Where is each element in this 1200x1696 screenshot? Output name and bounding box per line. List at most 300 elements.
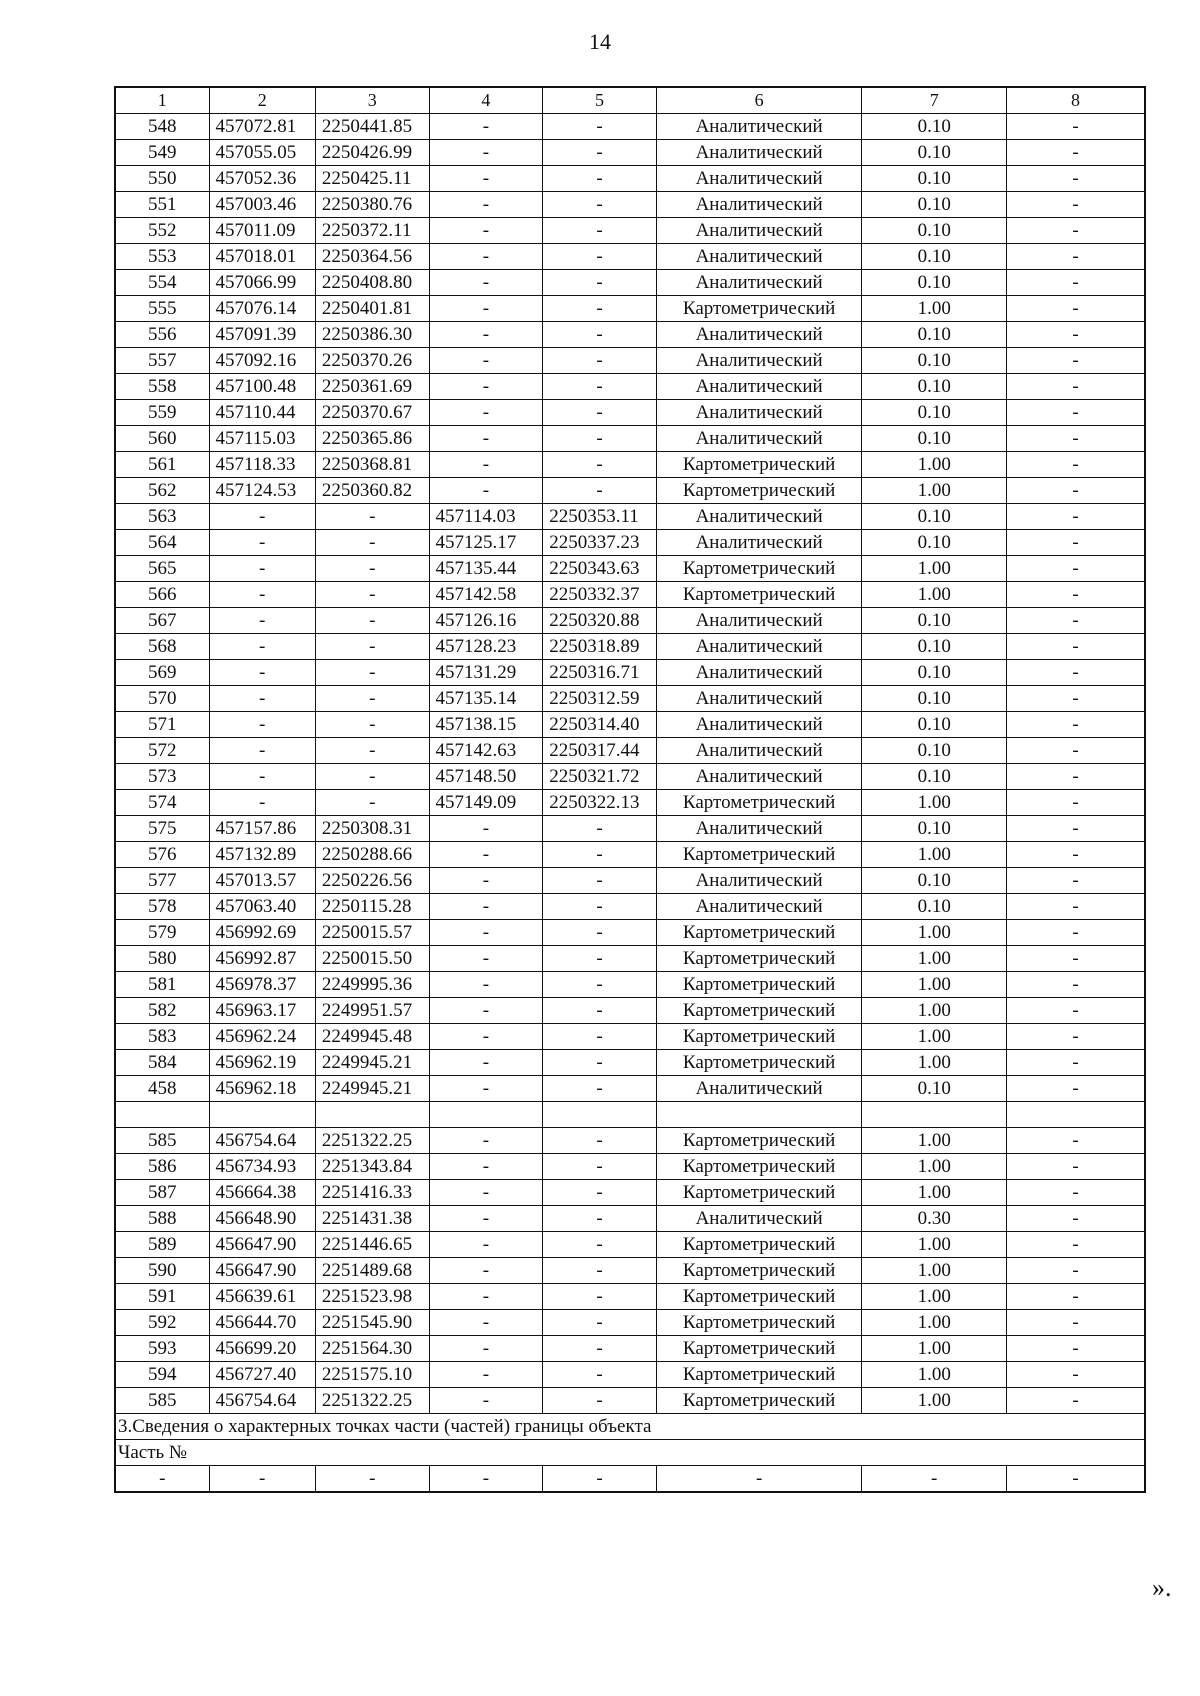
x-new-cell: - bbox=[429, 842, 543, 868]
description-cell: - bbox=[1007, 634, 1145, 660]
table-row bbox=[115, 296, 1145, 322]
description-cell: - bbox=[1007, 1388, 1145, 1414]
x-existing-cell: 456734.93 bbox=[209, 1154, 315, 1180]
precision-cell: 0.10 bbox=[862, 686, 1007, 712]
table-row bbox=[115, 1128, 1145, 1154]
point-number-cell: 559 bbox=[115, 400, 209, 426]
y-new-cell: - bbox=[543, 1024, 657, 1050]
table-row bbox=[115, 738, 1145, 764]
point-number-cell: 558 bbox=[115, 374, 209, 400]
x-new-cell: - bbox=[429, 1050, 543, 1076]
final-row bbox=[115, 1466, 1145, 1493]
column-header-7: 7 bbox=[862, 87, 1007, 114]
precision-cell: 0.10 bbox=[862, 140, 1007, 166]
method-cell: Картометрический bbox=[656, 1024, 862, 1050]
method-cell: Аналитический bbox=[656, 764, 862, 790]
point-number-cell: 565 bbox=[115, 556, 209, 582]
description-cell: - bbox=[1007, 998, 1145, 1024]
table-row bbox=[115, 1310, 1145, 1336]
x-existing-cell: 456639.61 bbox=[209, 1284, 315, 1310]
x-new-cell: - bbox=[429, 998, 543, 1024]
point-number-cell: 567 bbox=[115, 608, 209, 634]
y-existing-cell: 2250425.11 bbox=[315, 166, 429, 192]
table-row bbox=[115, 868, 1145, 894]
y-existing-cell: 2250226.56 bbox=[315, 868, 429, 894]
y-existing-cell: 2249945.48 bbox=[315, 1024, 429, 1050]
method-cell: Аналитический bbox=[656, 712, 862, 738]
page-number: 14 bbox=[589, 29, 611, 54]
precision-cell: 1.00 bbox=[862, 1050, 1007, 1076]
y-existing-cell: 2251322.25 bbox=[315, 1388, 429, 1414]
method-cell: Аналитический bbox=[656, 400, 862, 426]
description-cell: - bbox=[1007, 348, 1145, 374]
method-cell: Картометрический bbox=[656, 790, 862, 816]
point-number-cell: 574 bbox=[115, 790, 209, 816]
x-new-cell: 457142.63 bbox=[429, 738, 543, 764]
description-cell: - bbox=[1007, 660, 1145, 686]
point-number-cell: 593 bbox=[115, 1336, 209, 1362]
description-cell: - bbox=[1007, 1310, 1145, 1336]
y-existing-cell: 2250368.81 bbox=[315, 452, 429, 478]
precision-cell: 0.10 bbox=[862, 400, 1007, 426]
table-header-row bbox=[115, 87, 1145, 114]
table-row bbox=[115, 764, 1145, 790]
table-row bbox=[115, 686, 1145, 712]
point-number-cell: 575 bbox=[115, 816, 209, 842]
description-cell: - bbox=[1007, 738, 1145, 764]
part-label-row bbox=[115, 1440, 1145, 1466]
column-header-5: 5 bbox=[543, 87, 657, 114]
method-cell: Аналитический bbox=[656, 868, 862, 894]
table-row bbox=[115, 1102, 1145, 1128]
table-row bbox=[115, 1258, 1145, 1284]
x-new-cell: - bbox=[429, 816, 543, 842]
point-number-cell: 570 bbox=[115, 686, 209, 712]
y-new-cell: - bbox=[543, 270, 657, 296]
x-existing-cell: 456647.90 bbox=[209, 1232, 315, 1258]
y-existing-cell: - bbox=[315, 660, 429, 686]
table-row bbox=[115, 972, 1145, 998]
x-new-cell: 457126.16 bbox=[429, 608, 543, 634]
y-new-cell: - bbox=[543, 1076, 657, 1102]
description-cell: - bbox=[1007, 1362, 1145, 1388]
table-row bbox=[115, 374, 1145, 400]
final-row-cell: - bbox=[429, 1466, 543, 1493]
method-cell: Аналитический bbox=[656, 140, 862, 166]
description-cell: - bbox=[1007, 790, 1145, 816]
precision-cell: 1.00 bbox=[862, 556, 1007, 582]
description-cell: - bbox=[1007, 816, 1145, 842]
y-existing-cell: 2250408.80 bbox=[315, 270, 429, 296]
precision-cell: 0.10 bbox=[862, 218, 1007, 244]
precision-cell: 1.00 bbox=[862, 1336, 1007, 1362]
precision-cell: 0.10 bbox=[862, 322, 1007, 348]
y-existing-cell: - bbox=[315, 712, 429, 738]
x-new-cell: - bbox=[429, 166, 543, 192]
table-row bbox=[115, 400, 1145, 426]
precision-cell: 0.10 bbox=[862, 868, 1007, 894]
table-row bbox=[115, 842, 1145, 868]
y-new-cell: - bbox=[543, 166, 657, 192]
x-new-cell: - bbox=[429, 946, 543, 972]
x-new-cell: - bbox=[429, 374, 543, 400]
method-cell: Картометрический bbox=[656, 1128, 862, 1154]
table-row bbox=[115, 1336, 1145, 1362]
precision-cell: 1.00 bbox=[862, 1154, 1007, 1180]
point-number-cell: 552 bbox=[115, 218, 209, 244]
table-row bbox=[115, 1076, 1145, 1102]
point-number-cell: 583 bbox=[115, 1024, 209, 1050]
x-existing-cell: 456754.64 bbox=[209, 1388, 315, 1414]
point-number-cell: 586 bbox=[115, 1154, 209, 1180]
x-new-cell: 457135.14 bbox=[429, 686, 543, 712]
point-number-cell: 589 bbox=[115, 1232, 209, 1258]
description-cell: - bbox=[1007, 842, 1145, 868]
x-existing-cell: 456992.87 bbox=[209, 946, 315, 972]
x-existing-cell: - bbox=[209, 738, 315, 764]
y-existing-cell: 2250386.30 bbox=[315, 322, 429, 348]
x-existing-cell: 457132.89 bbox=[209, 842, 315, 868]
y-existing-cell: 2250380.76 bbox=[315, 192, 429, 218]
y-existing-cell: - bbox=[315, 738, 429, 764]
precision-cell: 1.00 bbox=[862, 946, 1007, 972]
precision-cell: 0.10 bbox=[862, 244, 1007, 270]
x-new-cell: - bbox=[429, 1206, 543, 1232]
x-existing-cell: 456699.20 bbox=[209, 1336, 315, 1362]
precision-cell: 1.00 bbox=[862, 1388, 1007, 1414]
y-existing-cell: - bbox=[315, 686, 429, 712]
y-existing-cell: 2250372.11 bbox=[315, 218, 429, 244]
precision-cell: 1.00 bbox=[862, 790, 1007, 816]
description-cell: - bbox=[1007, 556, 1145, 582]
precision-cell: 1.00 bbox=[862, 1232, 1007, 1258]
y-new-cell: - bbox=[543, 140, 657, 166]
point-number-cell: 591 bbox=[115, 1284, 209, 1310]
y-existing-cell: 2250360.82 bbox=[315, 478, 429, 504]
x-new-cell: - bbox=[429, 478, 543, 504]
description-cell: - bbox=[1007, 504, 1145, 530]
x-existing-cell: 456647.90 bbox=[209, 1258, 315, 1284]
method-cell: Аналитический bbox=[656, 634, 862, 660]
y-new-cell: 2250314.40 bbox=[543, 712, 657, 738]
y-existing-cell: 2251523.98 bbox=[315, 1284, 429, 1310]
table-row bbox=[115, 660, 1145, 686]
method-cell: Аналитический bbox=[656, 686, 862, 712]
point-number-cell: 569 bbox=[115, 660, 209, 686]
method-cell: Аналитический bbox=[656, 218, 862, 244]
table-row bbox=[115, 504, 1145, 530]
x-new-cell: 457149.09 bbox=[429, 790, 543, 816]
x-new-cell: 457142.58 bbox=[429, 582, 543, 608]
point-number-cell: 562 bbox=[115, 478, 209, 504]
point-number-cell: 551 bbox=[115, 192, 209, 218]
method-cell: Картометрический bbox=[656, 452, 862, 478]
y-new-cell: - bbox=[543, 1336, 657, 1362]
y-new-cell: - bbox=[543, 894, 657, 920]
table-row bbox=[115, 478, 1145, 504]
x-existing-cell: 457052.36 bbox=[209, 166, 315, 192]
y-existing-cell: 2250370.26 bbox=[315, 348, 429, 374]
table-row bbox=[115, 712, 1145, 738]
point-number-cell: 585 bbox=[115, 1388, 209, 1414]
x-existing-cell: - bbox=[209, 582, 315, 608]
point-number-cell: 560 bbox=[115, 426, 209, 452]
description-cell: - bbox=[1007, 1180, 1145, 1206]
x-new-cell: - bbox=[429, 1180, 543, 1206]
method-cell: Картометрический bbox=[656, 1232, 862, 1258]
y-existing-cell: 2250370.67 bbox=[315, 400, 429, 426]
description-cell: - bbox=[1007, 218, 1145, 244]
y-new-cell: 2250353.11 bbox=[543, 504, 657, 530]
precision-cell: 1.00 bbox=[862, 1258, 1007, 1284]
description-cell: - bbox=[1007, 426, 1145, 452]
point-number-cell: 592 bbox=[115, 1310, 209, 1336]
y-new-cell: 2250320.88 bbox=[543, 608, 657, 634]
y-new-cell: - bbox=[543, 452, 657, 478]
method-cell: Картометрический bbox=[656, 1388, 862, 1414]
x-new-cell: - bbox=[429, 1258, 543, 1284]
point-number-cell: 577 bbox=[115, 868, 209, 894]
x-existing-cell: 456962.19 bbox=[209, 1050, 315, 1076]
precision-cell: 0.10 bbox=[862, 1076, 1007, 1102]
table-row bbox=[115, 1362, 1145, 1388]
x-existing-cell: 456962.24 bbox=[209, 1024, 315, 1050]
method-cell: Картометрический bbox=[656, 920, 862, 946]
method-cell: Аналитический bbox=[656, 166, 862, 192]
precision-cell: 1.00 bbox=[862, 1128, 1007, 1154]
x-new-cell: - bbox=[429, 1362, 543, 1388]
x-existing-cell: - bbox=[209, 556, 315, 582]
precision-cell: 1.00 bbox=[862, 998, 1007, 1024]
y-new-cell: - bbox=[543, 868, 657, 894]
method-cell: Аналитический bbox=[656, 816, 862, 842]
x-existing-cell: - bbox=[209, 660, 315, 686]
table-row bbox=[115, 1388, 1145, 1414]
description-cell: - bbox=[1007, 166, 1145, 192]
y-new-cell: - bbox=[543, 1310, 657, 1336]
x-new-cell: - bbox=[429, 296, 543, 322]
table-row bbox=[115, 140, 1145, 166]
table-row bbox=[115, 1180, 1145, 1206]
x-existing-cell: 457063.40 bbox=[209, 894, 315, 920]
precision-cell: 1.00 bbox=[862, 1180, 1007, 1206]
x-existing-cell: 456664.38 bbox=[209, 1180, 315, 1206]
method-cell: Аналитический bbox=[656, 322, 862, 348]
point-number-cell: 576 bbox=[115, 842, 209, 868]
method-cell: Аналитический bbox=[656, 348, 862, 374]
table-row bbox=[115, 218, 1145, 244]
method-cell: Аналитический bbox=[656, 608, 862, 634]
y-new-cell: - bbox=[543, 1154, 657, 1180]
point-number-cell: 587 bbox=[115, 1180, 209, 1206]
description-cell: - bbox=[1007, 192, 1145, 218]
description-cell: - bbox=[1007, 686, 1145, 712]
description-cell: - bbox=[1007, 140, 1145, 166]
description-cell: - bbox=[1007, 400, 1145, 426]
y-new-cell: - bbox=[543, 1362, 657, 1388]
final-row-cell: - bbox=[862, 1466, 1007, 1493]
description-cell: - bbox=[1007, 1336, 1145, 1362]
point-number-cell: 590 bbox=[115, 1258, 209, 1284]
method-cell: Картометрический bbox=[656, 1180, 862, 1206]
x-existing-cell: 457110.44 bbox=[209, 400, 315, 426]
precision-cell: 1.00 bbox=[862, 1284, 1007, 1310]
precision-cell: 1.00 bbox=[862, 920, 1007, 946]
final-row-cell: - bbox=[656, 1466, 862, 1493]
y-new-cell: - bbox=[543, 296, 657, 322]
x-existing-cell: 457091.39 bbox=[209, 322, 315, 348]
description-cell: - bbox=[1007, 582, 1145, 608]
precision-cell: 0.10 bbox=[862, 426, 1007, 452]
y-new-cell: - bbox=[543, 244, 657, 270]
x-existing-cell: 456648.90 bbox=[209, 1206, 315, 1232]
point-number-cell: 557 bbox=[115, 348, 209, 374]
point-number-cell: 581 bbox=[115, 972, 209, 998]
x-existing-cell: 457115.03 bbox=[209, 426, 315, 452]
precision-cell: 0.10 bbox=[862, 348, 1007, 374]
table-row bbox=[115, 166, 1145, 192]
description-cell: - bbox=[1007, 946, 1145, 972]
table-row bbox=[115, 114, 1145, 140]
y-new-cell: - bbox=[543, 1050, 657, 1076]
column-header-4: 4 bbox=[429, 87, 543, 114]
y-existing-cell: 2250361.69 bbox=[315, 374, 429, 400]
final-row-cell: - bbox=[115, 1466, 209, 1493]
method-cell: Аналитический bbox=[656, 1206, 862, 1232]
x-existing-cell: 457011.09 bbox=[209, 218, 315, 244]
y-new-cell: 2250318.89 bbox=[543, 634, 657, 660]
y-new-cell: - bbox=[543, 1180, 657, 1206]
y-new-cell: - bbox=[543, 998, 657, 1024]
precision-cell: 1.00 bbox=[862, 452, 1007, 478]
precision-cell: 0.10 bbox=[862, 634, 1007, 660]
method-cell: Картометрический bbox=[656, 946, 862, 972]
y-existing-cell: 2249945.21 bbox=[315, 1050, 429, 1076]
precision-cell: 0.10 bbox=[862, 894, 1007, 920]
final-row-cell: - bbox=[315, 1466, 429, 1493]
x-existing-cell: 456644.70 bbox=[209, 1310, 315, 1336]
x-existing-cell: 457018.01 bbox=[209, 244, 315, 270]
table-row bbox=[115, 1206, 1145, 1232]
method-cell bbox=[656, 1102, 862, 1128]
y-existing-cell: 2250364.56 bbox=[315, 244, 429, 270]
y-existing-cell: 2251545.90 bbox=[315, 1310, 429, 1336]
description-cell: - bbox=[1007, 972, 1145, 998]
precision-cell: 1.00 bbox=[862, 582, 1007, 608]
x-new-cell: - bbox=[429, 1388, 543, 1414]
precision-cell: 0.10 bbox=[862, 764, 1007, 790]
y-new-cell: 2250316.71 bbox=[543, 660, 657, 686]
point-number-cell: 555 bbox=[115, 296, 209, 322]
description-cell: - bbox=[1007, 1050, 1145, 1076]
precision-cell: 0.10 bbox=[862, 660, 1007, 686]
y-new-cell: - bbox=[543, 1258, 657, 1284]
table-row bbox=[115, 244, 1145, 270]
y-existing-cell: - bbox=[315, 504, 429, 530]
method-cell: Картометрический bbox=[656, 998, 862, 1024]
table-row bbox=[115, 816, 1145, 842]
precision-cell: 0.10 bbox=[862, 192, 1007, 218]
y-existing-cell: 2250288.66 bbox=[315, 842, 429, 868]
point-number-cell: 588 bbox=[115, 1206, 209, 1232]
method-cell: Картометрический bbox=[656, 1310, 862, 1336]
table-row bbox=[115, 556, 1145, 582]
precision-cell: 0.10 bbox=[862, 816, 1007, 842]
point-number-cell: 564 bbox=[115, 530, 209, 556]
x-existing-cell: 457124.53 bbox=[209, 478, 315, 504]
x-existing-cell: - bbox=[209, 608, 315, 634]
table-row bbox=[115, 530, 1145, 556]
point-number-cell bbox=[115, 1102, 209, 1128]
point-number-cell: 548 bbox=[115, 114, 209, 140]
x-new-cell: - bbox=[429, 270, 543, 296]
precision-cell: 0.10 bbox=[862, 114, 1007, 140]
y-new-cell: - bbox=[543, 1388, 657, 1414]
point-number-cell: 572 bbox=[115, 738, 209, 764]
description-cell: - bbox=[1007, 1024, 1145, 1050]
y-existing-cell: 2251446.65 bbox=[315, 1232, 429, 1258]
final-row-cell: - bbox=[209, 1466, 315, 1493]
x-existing-cell: - bbox=[209, 634, 315, 660]
precision-cell: 0.10 bbox=[862, 166, 1007, 192]
method-cell: Аналитический bbox=[656, 504, 862, 530]
method-cell: Картометрический bbox=[656, 1258, 862, 1284]
point-number-cell: 584 bbox=[115, 1050, 209, 1076]
y-new-cell: - bbox=[543, 946, 657, 972]
x-existing-cell: - bbox=[209, 686, 315, 712]
y-new-cell: - bbox=[543, 1128, 657, 1154]
x-new-cell: - bbox=[429, 894, 543, 920]
precision-cell: 1.00 bbox=[862, 1024, 1007, 1050]
precision-cell: 0.10 bbox=[862, 530, 1007, 556]
y-new-cell: - bbox=[543, 348, 657, 374]
x-new-cell: 457138.15 bbox=[429, 712, 543, 738]
point-number-cell: 568 bbox=[115, 634, 209, 660]
y-new-cell: - bbox=[543, 400, 657, 426]
x-new-cell: - bbox=[429, 244, 543, 270]
y-existing-cell: 2249951.57 bbox=[315, 998, 429, 1024]
description-cell: - bbox=[1007, 478, 1145, 504]
y-new-cell: - bbox=[543, 374, 657, 400]
y-existing-cell: 2251431.38 bbox=[315, 1206, 429, 1232]
precision-cell: 0.10 bbox=[862, 712, 1007, 738]
table-row bbox=[115, 348, 1145, 374]
y-new-cell: 2250317.44 bbox=[543, 738, 657, 764]
x-new-cell: 457114.03 bbox=[429, 504, 543, 530]
description-cell: - bbox=[1007, 920, 1145, 946]
description-cell: - bbox=[1007, 894, 1145, 920]
y-existing-cell: 2251322.25 bbox=[315, 1128, 429, 1154]
precision-cell: 0.10 bbox=[862, 608, 1007, 634]
y-new-cell: 2250312.59 bbox=[543, 686, 657, 712]
method-cell: Аналитический bbox=[656, 426, 862, 452]
point-number-cell: 566 bbox=[115, 582, 209, 608]
y-existing-cell: 2250441.85 bbox=[315, 114, 429, 140]
x-new-cell bbox=[429, 1102, 543, 1128]
method-cell: Картометрический bbox=[656, 556, 862, 582]
y-new-cell: 2250321.72 bbox=[543, 764, 657, 790]
table-row bbox=[115, 1050, 1145, 1076]
x-new-cell: - bbox=[429, 348, 543, 374]
point-number-cell: 573 bbox=[115, 764, 209, 790]
precision-cell: 1.00 bbox=[862, 1310, 1007, 1336]
description-cell: - bbox=[1007, 452, 1145, 478]
table-row bbox=[115, 998, 1145, 1024]
precision-cell: 1.00 bbox=[862, 296, 1007, 322]
section-title-row bbox=[115, 1414, 1145, 1440]
point-number-cell: 550 bbox=[115, 166, 209, 192]
point-number-cell: 563 bbox=[115, 504, 209, 530]
